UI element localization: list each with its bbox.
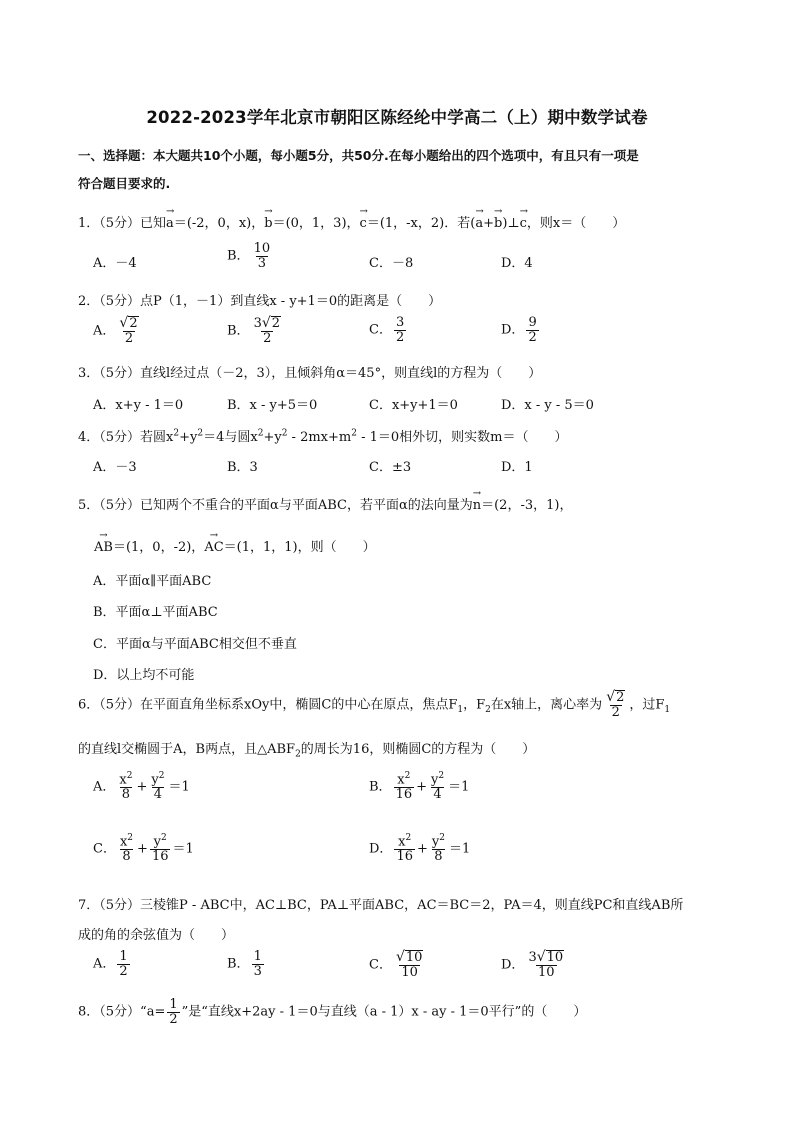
- sqrt: √ 2: [606, 689, 625, 705]
- q2-option-d: [501, 316, 541, 344]
- radicand: 10: [546, 950, 564, 965]
- question-4: [78, 426, 568, 445]
- numerator: [117, 316, 140, 331]
- fraction: [394, 316, 406, 344]
- vector-a: → a: [166, 216, 174, 231]
- option-label: D．: [501, 957, 525, 973]
- q8-text: 8．（5分）“: [78, 1004, 147, 1020]
- fraction: [604, 690, 627, 720]
- denominator: 3: [257, 255, 266, 271]
- q3-option-b: B．x - y+5＝0: [227, 398, 318, 413]
- exponent: 2: [173, 428, 180, 439]
- exponent: 2: [257, 428, 264, 439]
- fraction: [429, 772, 446, 802]
- q1-option-b: [227, 242, 274, 270]
- q7-option-d: [501, 950, 568, 980]
- var: x: [119, 772, 127, 788]
- option-label: C．: [93, 841, 116, 857]
- denominator: 2: [395, 329, 405, 345]
- denominator: 3: [253, 963, 262, 979]
- q4-option-c: C．±3: [369, 460, 412, 475]
- numerator: [430, 834, 447, 849]
- numerator: [429, 772, 446, 787]
- subscript: 2: [485, 705, 491, 716]
- numerator: 9: [528, 315, 537, 330]
- numerator: 10: [253, 241, 271, 256]
- q6-text: 在x轴上，离心率为: [490, 697, 603, 713]
- question-3: 3．（5分）直线l经过点（－2，3），且倾斜角α＝45°，则直线l的方程为（ ）: [78, 366, 542, 381]
- fraction: [117, 772, 134, 802]
- subscript: 2: [295, 749, 301, 760]
- q6-option-b: [369, 772, 469, 802]
- option-label: B．: [227, 323, 250, 339]
- option-label: A．: [93, 323, 116, 339]
- q4-text: +y: [179, 430, 198, 445]
- q5-text: ＝(1，1，1)，则（ ）: [223, 540, 376, 555]
- plus-sign: +: [483, 216, 494, 231]
- q1-stem-end: ，则x＝（ ）: [526, 216, 626, 231]
- q1-option-c: C．－8: [369, 256, 414, 271]
- exponent: 2: [439, 833, 445, 843]
- equals-one: ＝1: [448, 779, 470, 795]
- sqrt: √ 2: [261, 315, 281, 331]
- denominator: 16: [151, 848, 169, 864]
- exponent: 2: [127, 833, 134, 843]
- q7-option-c: [369, 950, 427, 980]
- numerator: 1: [169, 997, 178, 1012]
- plus-sign: +: [137, 841, 148, 857]
- q4-text: - 2mx+m: [287, 430, 352, 445]
- q6-text: ，F: [463, 697, 486, 713]
- fraction: [118, 834, 135, 864]
- numerator: [394, 950, 425, 965]
- q5-option-a: A．平面α∥平面ABC: [93, 574, 212, 589]
- q4-option-d: D．1: [501, 460, 533, 475]
- question-7-line2: 成的角的余弦值为（ ）: [78, 928, 235, 943]
- option-label: A．: [93, 779, 116, 795]
- subscript: 1: [457, 705, 464, 716]
- option-label: D．: [501, 322, 525, 338]
- exponent: 2: [197, 428, 204, 439]
- numerator: [149, 772, 166, 787]
- fraction: [526, 950, 566, 980]
- numerator: [117, 772, 134, 787]
- sqrt: √ 10: [395, 949, 423, 965]
- equals-one: ＝1: [168, 779, 190, 795]
- q1-option-a: A．－4: [93, 256, 137, 271]
- cond-vector-b: → b: [494, 216, 502, 231]
- cond-vector-c: → c: [520, 216, 527, 231]
- numerator: [526, 950, 566, 965]
- sqrt: √ 10: [536, 949, 564, 965]
- denominator: 2: [263, 331, 272, 347]
- denominator: 2: [611, 705, 620, 721]
- q7-option-b: [227, 950, 266, 978]
- numerator: 3: [395, 315, 405, 330]
- numerator: [396, 834, 413, 849]
- q5-option-b: B．平面α⊥平面ABC: [93, 605, 218, 620]
- numerator: [604, 690, 627, 705]
- q5-option-c: C．平面α与平面ABC相交但不垂直: [93, 637, 297, 652]
- q1-b-value: ＝(0，1，3)，: [272, 216, 360, 231]
- fraction: [394, 772, 415, 802]
- fraction: [252, 242, 273, 270]
- plus-sign: +: [416, 779, 428, 795]
- coefficient: 3: [253, 316, 262, 331]
- q6-option-d: [369, 834, 470, 864]
- denominator: 8: [122, 848, 131, 864]
- question-2: 2．（5分）点P（1，－1）到直线x - y+1＝0的距离是（ ）: [78, 294, 442, 309]
- plus-sign: +: [136, 779, 148, 795]
- fraction: [167, 998, 179, 1026]
- denominator: 10: [538, 965, 555, 981]
- q5-option-d: D．以上均不可能: [93, 668, 195, 683]
- q4-option-a: A．－3: [93, 460, 137, 475]
- q1-a-value: ＝(-2，0，x)，: [173, 216, 265, 231]
- q5-text: ＝(2，-3，1)，: [481, 498, 573, 513]
- q1-stem-start: 1．（5分）已知: [78, 216, 167, 231]
- option-label: A．: [93, 956, 116, 972]
- q1-c-value: ＝(1，-x，2)．若: [366, 216, 471, 231]
- option-label: B．: [369, 779, 392, 795]
- vector-ac: → AC: [204, 540, 223, 555]
- var: y: [153, 834, 162, 850]
- sqrt: √ 2: [119, 315, 138, 331]
- section-heading-line1: 一、选择题：本大题共10个小题，每小题5分，共50分.在每小题给出的四个选项中，有且只有一项是: [78, 148, 639, 163]
- plus-sign: +: [416, 841, 428, 857]
- option-label: B．: [227, 956, 250, 972]
- cond-vector-a: → a: [475, 216, 483, 231]
- var: y: [431, 834, 440, 850]
- numerator: 1: [119, 949, 128, 964]
- option-label: C．: [369, 322, 392, 338]
- q3-option-a: A．x+y - 1＝0: [93, 398, 184, 413]
- vector-c: → c: [360, 216, 367, 231]
- q3-option-c: C．x+y+1＝0: [369, 398, 458, 413]
- q5-text: 5．（5分）已知两个不重合的平面α与平面ABC，若平面α的法向量为: [78, 498, 473, 513]
- q4-option-b: B．3: [227, 460, 258, 475]
- exponent: 2: [405, 833, 412, 843]
- fraction: [117, 316, 140, 346]
- denominator: 8: [121, 786, 131, 802]
- denominator: 2: [528, 329, 537, 345]
- question-5-line2: [94, 536, 376, 555]
- numerator: [395, 772, 412, 787]
- vector-b: → b: [264, 216, 272, 231]
- denominator: 16: [396, 848, 413, 864]
- var: x: [119, 834, 128, 850]
- fraction: [252, 316, 283, 346]
- var: y: [431, 772, 439, 788]
- q8-text: ”是“直线x+2ay - 1＝0与直线（a - 1）x - ay - 1＝0平行”的（ ）: [181, 1004, 587, 1020]
- q4-text: 4．（5分）若圆x: [78, 430, 174, 445]
- denominator: 4: [153, 786, 163, 802]
- question-1: 1．（5分）已知→ a＝(-2，0，x)，→ b＝(0，1，3)，→ c＝(1，-x，2)．若(→ a+→ b)⊥→ c，则x＝（ ）: [78, 212, 625, 231]
- q7-option-a: [93, 950, 132, 978]
- denominator: 10: [401, 965, 418, 981]
- fraction: [394, 950, 425, 980]
- option-label: C．: [369, 957, 392, 973]
- coefficient: 3: [528, 950, 537, 965]
- equals-one: ＝1: [448, 841, 471, 857]
- q6-text: 的直线l交椭圆于A，B两点，且△ABF: [78, 742, 296, 757]
- denominator: 2: [169, 1011, 178, 1027]
- radicand: 2: [616, 690, 625, 705]
- numerator: [252, 316, 283, 331]
- q4-text: - 1＝0相外切，则实数m＝（ ）: [356, 430, 568, 445]
- denominator: 4: [433, 786, 442, 802]
- q6-text: ，过F: [629, 697, 665, 713]
- q4-text: ＝4与圆x: [203, 430, 258, 445]
- var: x: [397, 772, 405, 788]
- exponent: 2: [404, 771, 411, 781]
- question-5-line1: [78, 494, 572, 513]
- section-heading-line2: 符合题目要求的.: [78, 176, 171, 191]
- fraction: [149, 772, 166, 802]
- fraction: [526, 316, 538, 344]
- denominator: 2: [124, 331, 134, 347]
- exponent: 2: [158, 771, 165, 781]
- q8-a-eq: a=: [146, 1004, 166, 1020]
- vector-ab: → AB: [94, 540, 113, 555]
- denominator: 2: [119, 963, 128, 979]
- exam-title: 2022-2023学年北京市朝阳区陈经纶中学高二（上）期中数学试卷: [146, 108, 648, 127]
- question-6-line1: [78, 690, 670, 720]
- radicand: 2: [271, 316, 281, 331]
- numerator: 1: [253, 949, 262, 964]
- question-7-line1: 7．（5分）三棱锥P - ABC中，AC⊥BC，PA⊥平面ABC，AC＝BC＝2，PA＝4，则直线PC和直线AB所: [78, 898, 684, 913]
- q6-text: 6．（5分）在平面直角坐标系xOy中，椭圆C的中心在原点，焦点F: [78, 697, 458, 713]
- q5-text: ＝(1，0，-2)，: [112, 540, 205, 555]
- q2-option-a: [93, 316, 143, 346]
- fraction: [150, 834, 171, 864]
- equals-one: ＝1: [172, 841, 194, 857]
- radicand: 10: [405, 950, 423, 965]
- subscript: 1: [664, 705, 671, 716]
- q6-text: 的周长为16，则椭圆C的方程为（ ）: [300, 742, 536, 757]
- denominator: 16: [395, 786, 413, 802]
- q2-option-c: [369, 316, 408, 344]
- fraction: [430, 834, 447, 864]
- fraction: [117, 950, 129, 978]
- numerator: [152, 834, 169, 849]
- fraction: [394, 834, 415, 864]
- exponent: 2: [161, 833, 167, 843]
- numerator: [118, 834, 135, 849]
- exponent: 2: [351, 428, 357, 439]
- q6-option-c: [93, 834, 194, 864]
- option-label: D．: [369, 841, 393, 857]
- exponent: 2: [126, 771, 133, 781]
- option-label: B．: [227, 248, 250, 264]
- exponent: 2: [438, 771, 445, 781]
- fraction: [252, 950, 264, 978]
- q6-option-a: [93, 772, 190, 802]
- q1-option-d: D．4: [501, 256, 533, 271]
- exponent: 2: [281, 428, 288, 439]
- q4-text: +y: [263, 430, 282, 445]
- q2-option-b: [227, 316, 285, 346]
- question-6-line2: [78, 738, 535, 760]
- q3-option-d: D．x - y - 5＝0: [501, 398, 594, 413]
- denominator: 8: [434, 848, 443, 864]
- perp-symbol: ⊥: [507, 216, 520, 231]
- radicand: 2: [129, 316, 138, 331]
- var: x: [398, 834, 406, 850]
- question-8: [78, 998, 586, 1026]
- vector-n: → n: [473, 498, 481, 513]
- var: y: [151, 772, 159, 788]
